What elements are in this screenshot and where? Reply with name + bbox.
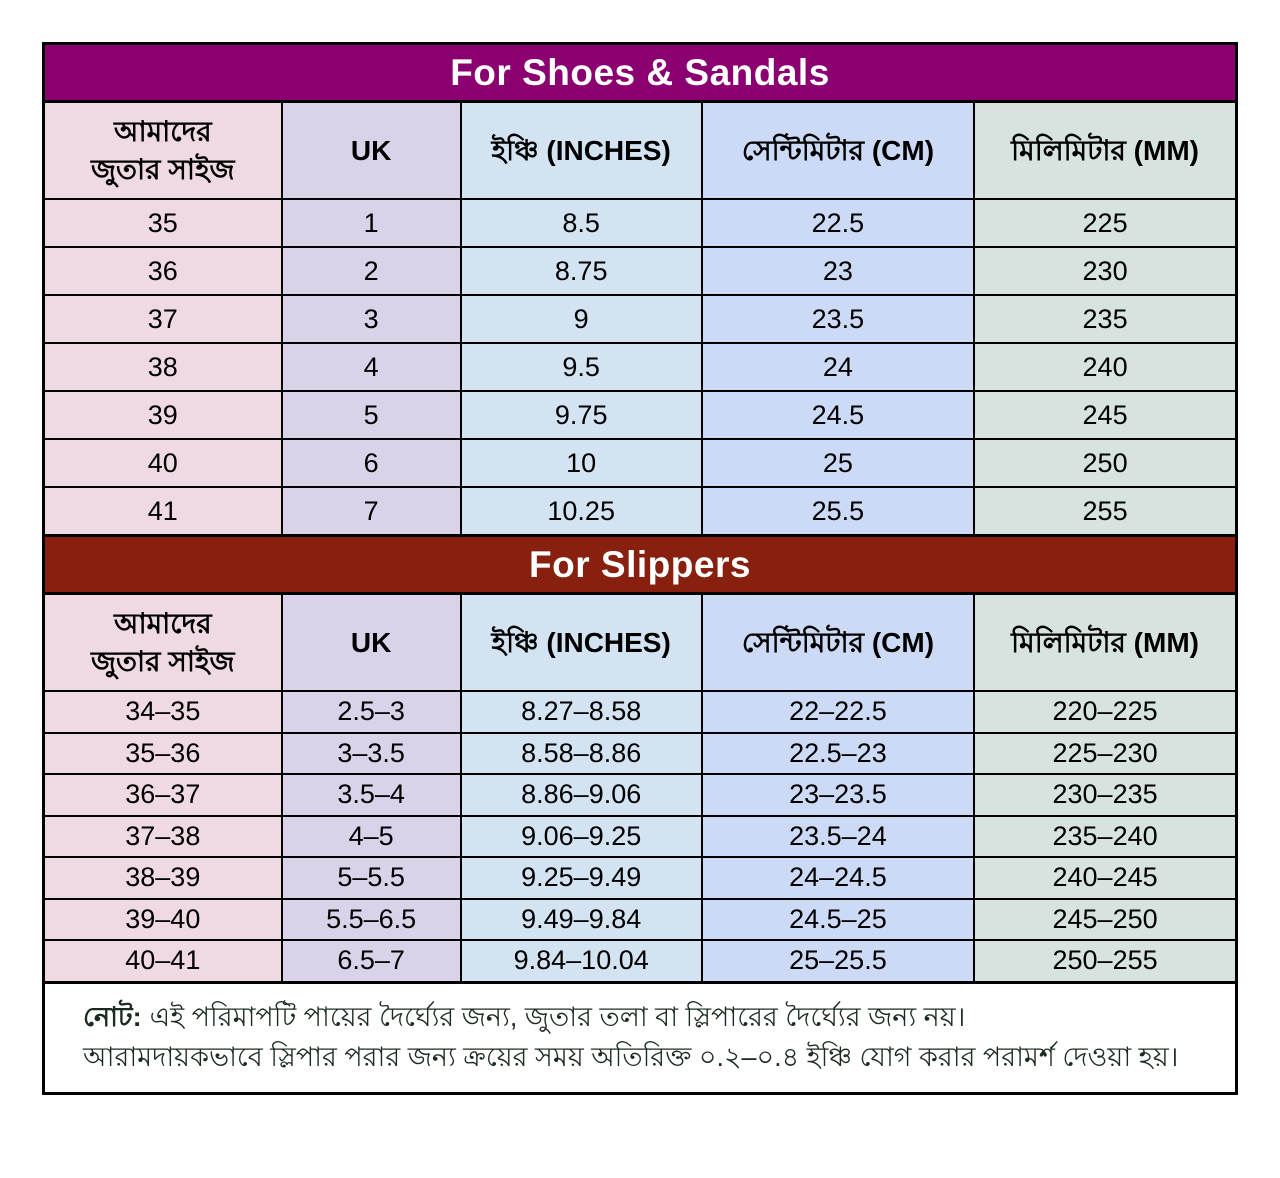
shoes-title-band [45,45,1235,103]
cell-uk: 6 [281,440,460,486]
cell-our-shoe-size: 36 [45,248,281,294]
table-row [45,294,1235,342]
cell-inches: 9.75 [460,392,701,438]
cell-inches: 10 [460,440,701,486]
cell-cm: 25 [701,440,974,486]
note-text-1: এই পরিমাপটি পায়ের দৈর্ঘ্যের জন্য, জুতার তলা বা স্লিপারের দৈর্ঘ্যের জন্য নয়। [149,1001,966,1032]
header-cm: সেন্টিমিটার (CM) [701,103,974,198]
cell-inches: 9.25–9.49 [460,858,701,898]
cell-our-shoe-size: 38 [45,344,281,390]
cell-mm: 225–230 [973,734,1235,774]
cell-our-shoe-size: 37 [45,296,281,342]
cell-cm: 23–23.5 [701,775,974,815]
cell-cm: 22.5 [701,200,974,246]
cell-mm: 225 [973,200,1235,246]
header-uk: UK [281,103,460,198]
table-row [45,732,1235,774]
column-header-row [45,595,1235,690]
slippers-section-title: For Slippers [529,543,751,585]
table-row [45,198,1235,246]
cell-uk: 3–3.5 [281,734,460,774]
header-uk: UK [281,595,460,690]
cell-cm: 24.5–25 [701,900,974,940]
table-row [45,342,1235,390]
cell-uk: 2 [281,248,460,294]
header-inches: ইঞ্চি (INCHES) [460,103,701,198]
cell-cm: 24.5 [701,392,974,438]
cell-our-shoe-size: 35 [45,200,281,246]
header-mm: মিলিমিটার (MM) [973,595,1235,690]
cell-inches: 9.06–9.25 [460,817,701,857]
cell-mm: 240–245 [973,858,1235,898]
table-row [45,390,1235,438]
cell-cm: 23 [701,248,974,294]
cell-uk: 6.5–7 [281,941,460,981]
cell-inches: 8.58–8.86 [460,734,701,774]
cell-cm: 23.5–24 [701,817,974,857]
cell-our-shoe-size: 40–41 [45,941,281,981]
cell-cm: 25.5 [701,488,974,534]
table-row [45,815,1235,857]
note-box [45,981,1235,1092]
cell-mm: 235–240 [973,817,1235,857]
cell-mm: 255 [973,488,1235,534]
table-row [45,486,1235,534]
note-label: নোট: [83,1001,142,1032]
cell-inches: 8.75 [460,248,701,294]
cell-uk: 1 [281,200,460,246]
cell-uk: 2.5–3 [281,692,460,732]
table-row [45,773,1235,815]
cell-uk: 3 [281,296,460,342]
table-row [45,898,1235,940]
header-our-shoe-size: আমাদের জুতার সাইজ [45,103,281,198]
cell-mm: 250 [973,440,1235,486]
cell-our-shoe-size: 36–37 [45,775,281,815]
cell-our-shoe-size: 39 [45,392,281,438]
header-cm: সেন্টিমিটার (CM) [701,595,974,690]
header-our-shoe-size: আমাদের জুতার সাইজ [45,595,281,690]
note-line-2: আরামদায়কভাবে স্লিপার পরার জন্য ক্রয়ের সময় অতিরিক্ত ০.২–০.৪ ইঞ্চি যোগ করার পরামর্শ দেওয়া হয়। [83,1041,1179,1072]
cell-mm: 245–250 [973,900,1235,940]
cell-uk: 4–5 [281,817,460,857]
table-row [45,246,1235,294]
cell-mm: 245 [973,392,1235,438]
size-chart-frame [42,42,1238,1095]
cell-cm: 22.5–23 [701,734,974,774]
cell-mm: 250–255 [973,941,1235,981]
cell-cm: 24–24.5 [701,858,974,898]
cell-cm: 25–25.5 [701,941,974,981]
cell-uk: 5–5.5 [281,858,460,898]
cell-uk: 5 [281,392,460,438]
cell-inches: 8.86–9.06 [460,775,701,815]
shoes-section-title: For Shoes & Sandals [450,51,830,93]
table-row [45,856,1235,898]
table-row [45,438,1235,486]
cell-inches: 8.27–8.58 [460,692,701,732]
table-row [45,939,1235,981]
cell-cm: 22–22.5 [701,692,974,732]
cell-mm: 220–225 [973,692,1235,732]
slippers-title-band [45,534,1235,595]
table-row [45,690,1235,732]
shoes-table [45,103,1235,534]
header-mm: মিলিমিটার (MM) [973,103,1235,198]
cell-mm: 230–235 [973,775,1235,815]
cell-our-shoe-size: 37–38 [45,817,281,857]
header-inches: ইঞ্চি (INCHES) [460,595,701,690]
cell-inches: 9.5 [460,344,701,390]
cell-our-shoe-size: 40 [45,440,281,486]
cell-uk: 3.5–4 [281,775,460,815]
note-line-1 [83,997,1215,1037]
cell-mm: 230 [973,248,1235,294]
cell-uk: 4 [281,344,460,390]
cell-inches: 10.25 [460,488,701,534]
cell-uk: 5.5–6.5 [281,900,460,940]
cell-mm: 240 [973,344,1235,390]
cell-cm: 24 [701,344,974,390]
cell-mm: 235 [973,296,1235,342]
cell-inches: 8.5 [460,200,701,246]
cell-our-shoe-size: 34–35 [45,692,281,732]
cell-uk: 7 [281,488,460,534]
cell-cm: 23.5 [701,296,974,342]
cell-inches: 9.49–9.84 [460,900,701,940]
column-header-row [45,103,1235,198]
cell-our-shoe-size: 38–39 [45,858,281,898]
cell-inches: 9.84–10.04 [460,941,701,981]
slippers-table [45,595,1235,981]
cell-our-shoe-size: 41 [45,488,281,534]
cell-our-shoe-size: 35–36 [45,734,281,774]
cell-inches: 9 [460,296,701,342]
cell-our-shoe-size: 39–40 [45,900,281,940]
